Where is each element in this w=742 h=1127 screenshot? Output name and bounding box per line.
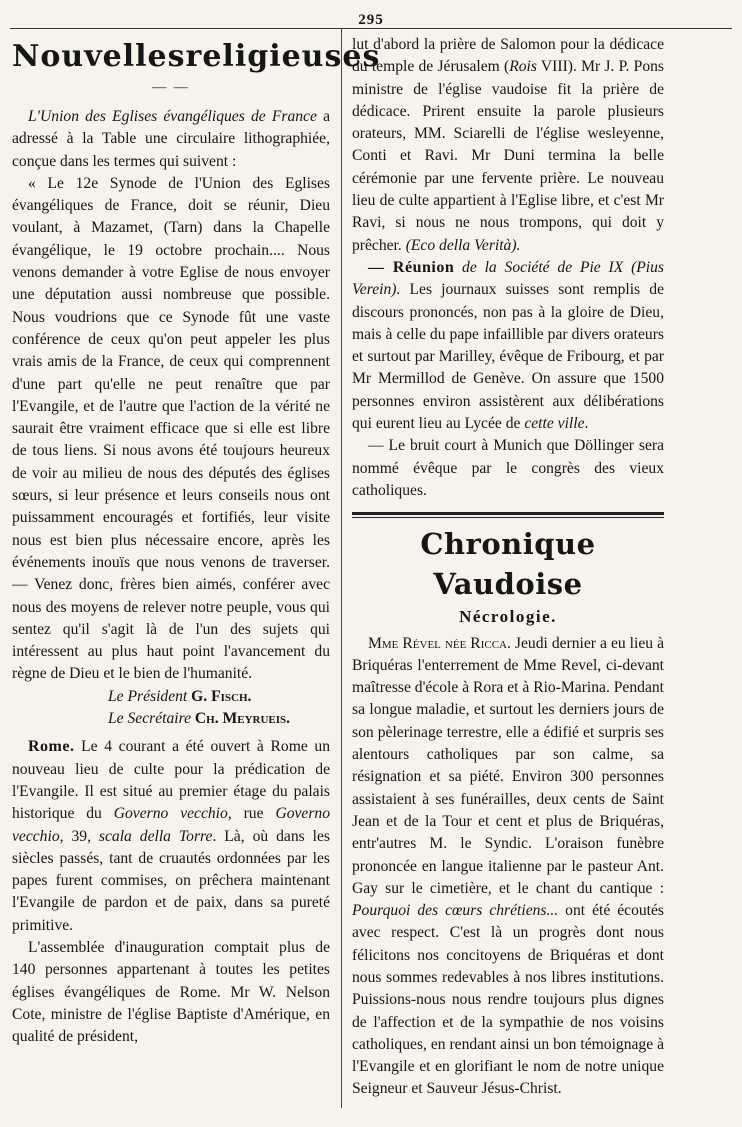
rome-text: . Là, où dans les siècles passés, tant de cruautés ordonnées par les papes furent commises, on prêchera maintenant l'Evangile de pardon et de paix, dans sa pureté primitive.: [12, 827, 330, 934]
reunion-italic: cette ville: [524, 415, 585, 433]
paragraph-synode: « Le 12e Synode de l'Union des Eglises évangéliques de France, doit se réunir, Dieu voulant, à Mazamet, (Tarn) dans la Chapelle évangélique, le 19 octobre prochain.... Nous venons demander à votre Eglise de nous envoyer une députation aussi nombreuse que possible. Nous voudrions que ce Synode fût une vaste conférence de ceux qu'on peut appeler les plus vrais amis de la France, de ceux qui comprennent d'une part qu'elle ne peut renaître que par l'Evangile, et de l'autre que l'action de la vérité ne saurait être vraiment efficace que si elle est libre de tous liens. Si nous avons été toujours heureux de voir au milieu de nous des députés des églises sœurs, si leur présence et leurs conseils nous ont puissamment encouragés et fortifiés, leur visite nous est bien plus nécessaire encore, après les événements inouïs que nous venons de traverser. — Venez donc, frères bien aimés, conférer avec nous des moyens de relever notre peuple, vous qui sentez qu'il s'agit là de l'un des sujets qui intéressent au plus haut point l'avancement du règne de Dieu et le bien de l'humanité.: [12, 174, 330, 683]
section-rule: [352, 512, 664, 515]
column-divider: [341, 28, 342, 1108]
source-eco: (Eco della Verità).: [405, 236, 521, 254]
rome-lead: Rome.: [28, 738, 75, 756]
signature-president: [12, 686, 330, 708]
paragraph-assemblee: L'assemblée d'inauguration comptait plus de 140 personnes appartenant à toutes les petites églises évangéliques de Rome. Mr W. Nelson Cote, ministre de l'église Baptiste d'Amérique, en qualité de président,: [12, 938, 330, 1046]
rome-text: , rue: [227, 805, 276, 823]
section-heading-chronique: Chronique Vaudoise: [420, 527, 596, 602]
right-column: [352, 34, 664, 1101]
cont-text: VIII). Mr J. P. Pons ministre de l'église vaudoise fit la prière de dédicace. Prirent ensuite la parole plusieurs orateurs, MM. Sciarelli de l'église wesleyenne, Conti et Ravi. Mr Duni termina la belle cérémonie par une fervente prière. Le nouveau lieu de culte appartient à l'Eglise libre, et c'est Mr Ravi, si nous ne nous trompons, qui doit y prêcher.: [352, 58, 664, 254]
heading-dash: — —: [152, 80, 190, 95]
signature-secretaire: [12, 708, 330, 730]
section-heading-nouvelles: [12, 38, 381, 76]
paragraph-rome: [12, 736, 330, 937]
paragraph-union: [12, 106, 330, 173]
section-rule: [352, 517, 664, 518]
necrologie-text: ont été écoutés avec respect. C'est là un progrès dont nous félicitons nos concitoyens de Briquéras et dont nous sommes redevables à nos libres institutions. Puissions-nous nous rendre toujours plus dignes de l'affection et de la sympathie de nos voisins catholiques, en rendant ainsi un bon témoignage à l'Evangile et en glorifiant le nom de notre unique Seigneur et Sauveur Jésus-Christ.: [352, 902, 664, 1098]
subheading-necrologie: Nécrologie.: [459, 607, 557, 627]
necrologie-text: Jeudi dernier a eu lieu à Briquéras l'enterrement de Mme Revel, ci-devant maîtresse d'école à Rora et à Rio-Marina. Pendant sa longue maladie, et surtout les derniers jours de son pèlerinage terrestre, elle a édifié et surpris ses alentours catholiques par son calme, sa résignation et sa piété. Environ 300 personnes assistaient à ses funérailles, deux cents de Saint Jean et de la Tour et cent et plus de Briquéras, entr'autres M. le Syndic. L'oraison funèbre prononcée en langue italienne par le pasteur Ant. Gay sur le cimetière, et le chant du cantique :: [352, 634, 665, 897]
sig-role: Le Président: [108, 687, 188, 705]
reunion-italic: de la Société de Pie IX (Pius Verein).: [352, 258, 665, 299]
paragraph-necrologie: [352, 633, 664, 1101]
rome-text: Le 4 courant a été ouvert à Rome un nouveau lieu de culte pour la prédication de l'Evangile. Il est situé au premier étage du palais historique du: [12, 738, 330, 823]
heading-word-2: religieuses: [185, 39, 381, 74]
necrologie-italic: Pourquoi des cœurs chrétiens...: [352, 902, 559, 920]
rome-italic: Governo vecchio: [113, 805, 228, 823]
top-rule: [10, 28, 732, 29]
left-column: [12, 34, 381, 1048]
union-title: L'Union des Eglises évangéliques de France: [28, 108, 317, 125]
union-text: a adressé à la Table une circulaire lithographiée, conçue dans les termes qui suivent :: [12, 108, 330, 170]
reunion-lead: — Réunion: [368, 258, 455, 276]
necrologie-lead: Mme Rével née Ricca.: [368, 634, 511, 652]
cont-italic: Rois: [509, 58, 537, 76]
rome-text: , 39,: [59, 827, 99, 845]
rome-italic: Governo vecchio: [12, 805, 331, 845]
rome-italic: scala della Torre: [98, 827, 213, 845]
cont-text: lut d'abord la prière de Salomon pour la dédicace du temple de Jérusalem (: [352, 36, 664, 76]
reunion-text: Les journaux suisses sont remplis de discours prononcés, non pas à la gloire de Dieu, mais à celle du pape infaillible par divers orateurs et surtout par Marilley, évêque de Fribourg, et par Mr Mermillod de Genève. On assure que 1500 personnes environ assistèrent aux délibérations qui eurent lieu au Lycée de: [352, 281, 664, 433]
heading-word-1: Nouvelles: [12, 39, 186, 74]
sig-role: Le Secrétaire: [108, 710, 191, 728]
sig-name: G. Fisch.: [191, 687, 252, 705]
paragraph-rome-continued: [352, 34, 664, 257]
sig-name: Ch. Meyrueis.: [194, 710, 291, 728]
paragraph-reunion: [352, 257, 664, 435]
reunion-text: .: [584, 415, 589, 433]
paragraph-bruit: — Le bruit court à Munich que Döllinger sera nommé évêque par le congrès des vieux catholiques.: [352, 437, 664, 499]
page-number: 295: [358, 12, 384, 28]
